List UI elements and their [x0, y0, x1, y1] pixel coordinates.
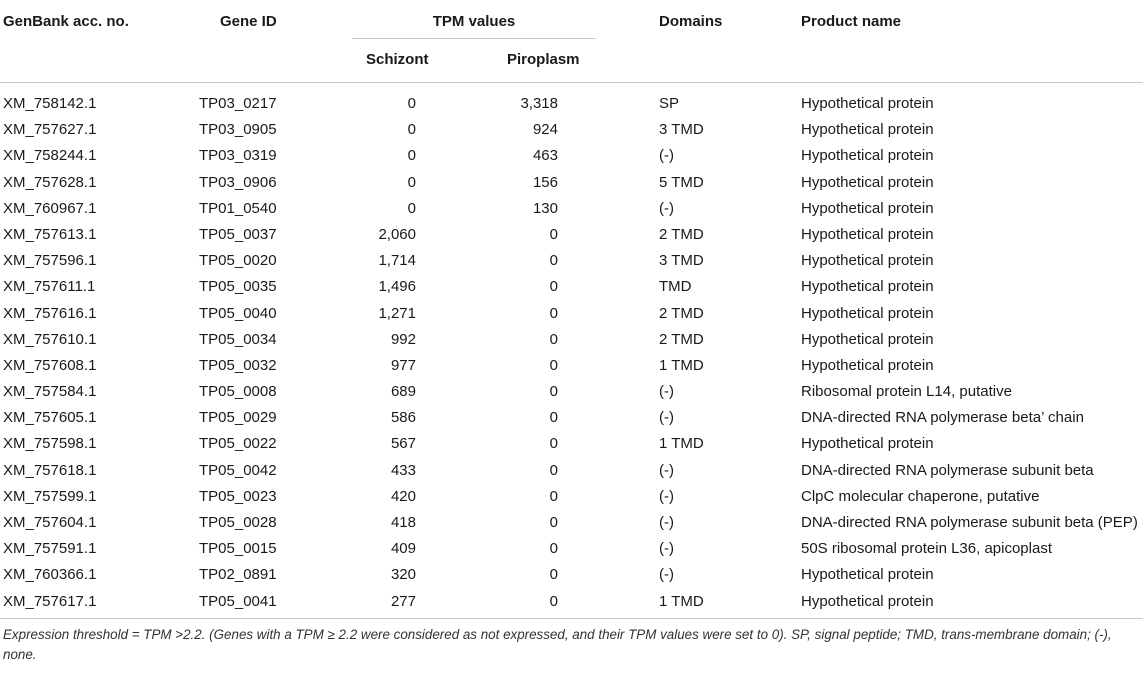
cell-domains: 3 TMD: [659, 121, 704, 139]
cell-gene-id: TP05_0029: [199, 409, 277, 427]
header-tpm-values: TPM values: [432, 13, 516, 30]
cell-schizont-tpm: 277: [390, 592, 416, 610]
cell-schizont-tpm: 689: [390, 383, 416, 401]
cell-product-name: Hypothetical protein: [801, 278, 934, 296]
header-accession: GenBank acc. no.: [3, 13, 129, 30]
cell-piroplasm-tpm: 0: [549, 330, 558, 348]
cell-product-name: Hypothetical protein: [801, 121, 934, 139]
cell-gene-id: TP03_0906: [199, 173, 277, 191]
cell-piroplasm-tpm: 0: [549, 566, 558, 584]
cell-gene-id: TP05_0037: [199, 225, 277, 243]
cell-gene-id: TP05_0032: [199, 356, 277, 374]
table-row: [0, 196, 1143, 222]
cell-accession: XM_760366.1: [3, 566, 97, 584]
cell-product-name: Hypothetical protein: [801, 435, 934, 453]
table-row: [0, 143, 1143, 169]
cell-accession: XM_760967.1: [3, 199, 97, 217]
cell-product-name: Ribosomal protein L14, putative: [801, 383, 1012, 401]
cell-gene-id: TP05_0040: [199, 304, 277, 322]
cell-gene-id: TP05_0023: [199, 487, 277, 505]
cell-accession: XM_757598.1: [3, 435, 97, 453]
cell-product-name: Hypothetical protein: [801, 95, 934, 112]
table-row: [0, 117, 1143, 143]
table-row: [0, 170, 1143, 196]
cell-schizont-tpm: 420: [390, 487, 416, 505]
cell-piroplasm-tpm: 0: [549, 487, 558, 505]
cell-piroplasm-tpm: 463: [532, 147, 558, 165]
cell-domains: 2 TMD: [659, 304, 704, 322]
cell-accession: XM_757599.1: [3, 487, 97, 505]
cell-schizont-tpm: 418: [390, 514, 416, 531]
cell-piroplasm-tpm: 0: [549, 225, 558, 243]
table-bottom-rule: [0, 618, 1143, 619]
cell-product-name: Hypothetical protein: [801, 252, 934, 270]
table-row: [0, 301, 1143, 327]
cell-accession: XM_757604.1: [3, 514, 97, 531]
table-row: [0, 379, 1143, 405]
cell-gene-id: TP05_0022: [199, 435, 277, 453]
cell-piroplasm-tpm: 0: [549, 278, 558, 296]
cell-schizont-tpm: 567: [390, 435, 416, 453]
cell-gene-id: TP05_0035: [199, 278, 277, 296]
cell-domains: (-): [659, 487, 674, 505]
cell-product-name: Hypothetical protein: [801, 199, 934, 217]
cell-domains: (-): [659, 383, 674, 401]
cell-product-name: DNA-directed RNA polymerase subunit beta: [801, 461, 1094, 479]
cell-product-name: Hypothetical protein: [801, 147, 934, 165]
cell-domains: 3 TMD: [659, 252, 704, 270]
table-row: [0, 562, 1143, 588]
table-row: [0, 405, 1143, 431]
cell-gene-id: TP03_0217: [199, 95, 277, 112]
cell-product-name: DNA-directed RNA polymerase beta’ chain: [801, 409, 1084, 427]
cell-accession: XM_757618.1: [3, 461, 97, 479]
cell-schizont-tpm: 0: [407, 121, 416, 139]
cell-piroplasm-tpm: 0: [549, 435, 558, 453]
cell-gene-id: TP02_0891: [199, 566, 277, 584]
table-row: [0, 458, 1143, 484]
table-header: [0, 0, 1143, 83]
cell-piroplasm-tpm: 130: [532, 199, 558, 217]
cell-schizont-tpm: 0: [407, 95, 416, 112]
table-row: [0, 353, 1143, 379]
cell-gene-id: TP05_0015: [199, 540, 277, 558]
table-row: [0, 274, 1143, 300]
cell-product-name: Hypothetical protein: [801, 592, 934, 610]
table-row: [0, 431, 1143, 457]
cell-product-name: Hypothetical protein: [801, 356, 934, 374]
cell-schizont-tpm: 320: [390, 566, 416, 584]
cell-gene-id: TP03_0905: [199, 121, 277, 139]
table-row: [0, 536, 1143, 562]
cell-gene-id: TP03_0319: [199, 147, 277, 165]
cell-domains: (-): [659, 566, 674, 584]
cell-accession: XM_757611.1: [3, 278, 96, 296]
cell-product-name: Hypothetical protein: [801, 225, 934, 243]
cell-product-name: 50S ribosomal protein L36, apicoplast: [801, 540, 1052, 558]
cell-accession: XM_757608.1: [3, 356, 97, 374]
cell-piroplasm-tpm: 0: [549, 461, 558, 479]
cell-domains: SP: [659, 95, 680, 112]
tpm-group-rule: [352, 38, 596, 39]
cell-product-name: Hypothetical protein: [801, 173, 934, 191]
cell-schizont-tpm: 1,271: [378, 304, 416, 322]
table-footnote: Expression threshold = TPM >2.2. (Genes with a TPM ≥ 2.2 were considered as not expressed, and their TPM values were set to 0). SP, signal peptide; TMD, trans-membrane domain; (-), none.: [3, 627, 1112, 662]
cell-schizont-tpm: 2,060: [378, 225, 416, 243]
cell-piroplasm-tpm: 0: [549, 252, 558, 270]
cell-domains: 2 TMD: [659, 330, 704, 348]
cell-schizont-tpm: 0: [407, 173, 416, 191]
cell-gene-id: TP05_0020: [199, 252, 277, 270]
cell-product-name: Hypothetical protein: [801, 330, 934, 348]
cell-gene-id: TP05_0041: [199, 592, 277, 610]
cell-schizont-tpm: 586: [390, 409, 416, 427]
cell-schizont-tpm: 992: [390, 330, 416, 348]
cell-schizont-tpm: 1,714: [378, 252, 416, 270]
cell-domains: 1 TMD: [659, 435, 704, 453]
cell-accession: XM_758244.1: [3, 147, 97, 165]
cell-gene-id: TP01_0540: [199, 199, 277, 217]
cell-piroplasm-tpm: 0: [549, 383, 558, 401]
table-row: [0, 484, 1143, 510]
cell-domains: (-): [659, 540, 674, 558]
cell-domains: (-): [659, 199, 674, 217]
cell-schizont-tpm: 409: [390, 540, 416, 558]
table-row: [0, 222, 1143, 248]
table-row: [0, 91, 1143, 117]
cell-domains: 5 TMD: [659, 173, 704, 191]
cell-piroplasm-tpm: 0: [549, 304, 558, 322]
cell-accession: XM_758142.1: [3, 95, 97, 112]
cell-product-name: Hypothetical protein: [801, 566, 934, 584]
cell-gene-id: TP05_0034: [199, 330, 277, 348]
cell-schizont-tpm: 0: [407, 199, 416, 217]
cell-gene-id: TP05_0008: [199, 383, 277, 401]
cell-accession: XM_757591.1: [3, 540, 97, 558]
cell-gene-id: TP05_0042: [199, 461, 277, 479]
cell-accession: XM_757613.1: [3, 225, 97, 243]
cell-piroplasm-tpm: 0: [549, 514, 558, 531]
cell-accession: XM_757584.1: [3, 383, 97, 401]
table-row: [0, 589, 1143, 615]
cell-gene-id: TP05_0028: [199, 514, 277, 531]
cell-domains: (-): [659, 514, 674, 531]
header-piroplasm: Piroplasm: [507, 51, 580, 68]
cell-accession: XM_757596.1: [3, 252, 97, 270]
cell-product-name: ClpC molecular chaperone, putative: [801, 487, 1040, 505]
cell-piroplasm-tpm: 156: [532, 173, 558, 191]
cell-domains: TMD: [659, 278, 692, 296]
cell-piroplasm-tpm: 0: [549, 356, 558, 374]
cell-accession: XM_757617.1: [3, 592, 97, 610]
cell-piroplasm-tpm: 0: [549, 592, 558, 610]
table-row: [0, 248, 1143, 274]
cell-schizont-tpm: 433: [390, 461, 416, 479]
cell-piroplasm-tpm: 0: [549, 540, 558, 558]
cell-schizont-tpm: 977: [390, 356, 416, 374]
cell-piroplasm-tpm: 3,318: [520, 95, 558, 112]
cell-domains: 2 TMD: [659, 225, 704, 243]
cell-domains: (-): [659, 409, 674, 427]
cell-accession: XM_757610.1: [3, 330, 97, 348]
cell-accession: XM_757616.1: [3, 304, 97, 322]
cell-domains: (-): [659, 461, 674, 479]
cell-piroplasm-tpm: 924: [532, 121, 558, 139]
cell-schizont-tpm: 0: [407, 147, 416, 165]
cell-product-name: DNA-directed RNA polymerase subunit beta (PEP): [801, 514, 1138, 531]
table-row: [0, 510, 1143, 536]
cell-accession: XM_757605.1: [3, 409, 97, 427]
cell-domains: (-): [659, 147, 674, 165]
cell-domains: 1 TMD: [659, 592, 704, 610]
cell-domains: 1 TMD: [659, 356, 704, 374]
cell-accession: XM_757628.1: [3, 173, 97, 191]
table-row: [0, 327, 1143, 353]
table-body: [0, 91, 1143, 615]
cell-accession: XM_757627.1: [3, 121, 97, 139]
cell-product-name: Hypothetical protein: [801, 304, 934, 322]
header-gene-id: Gene ID: [220, 13, 277, 30]
cell-schizont-tpm: 1,496: [378, 278, 416, 296]
header-schizont: Schizont: [366, 51, 429, 68]
cell-piroplasm-tpm: 0: [549, 409, 558, 427]
header-domains: Domains: [659, 13, 723, 30]
header-product-name: Product name: [801, 13, 902, 30]
